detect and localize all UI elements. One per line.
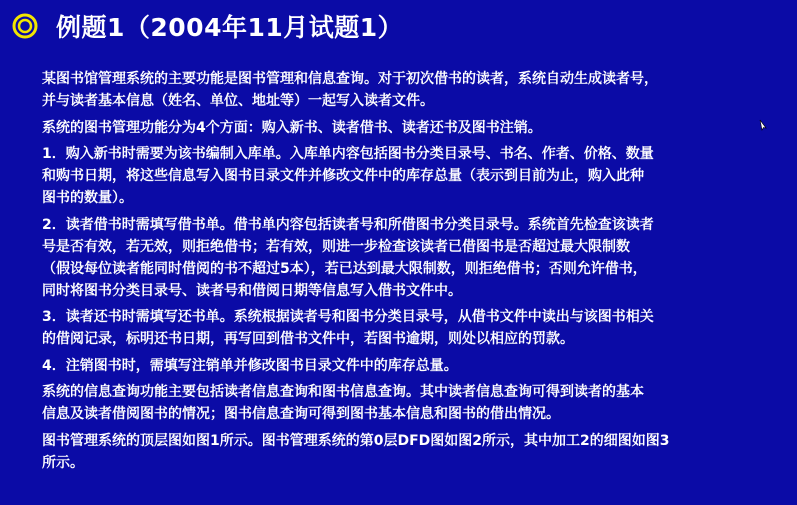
- paragraph: [42, 214, 787, 302]
- text-line: 所示。: [42, 454, 84, 471]
- text-line: 同时将图书分类目录号、读者号和借阅日期等信息写入借书文件中。: [42, 282, 462, 299]
- text-line: 图书管理系统的顶层图如图1所示。图书管理系统的第0层DFD图如图2所示，其中加工2的细图如图3: [42, 432, 670, 449]
- paragraph: [42, 68, 787, 112]
- mouse-pointer-icon: [758, 116, 768, 128]
- text-line: 某图书馆管理系统的主要功能是图书管理和信息查询。对于初次借书的读者，系统自动生成读者号，: [42, 71, 658, 87]
- text-line: 3．读者还书时需填写还书单。系统根据读者号和图书分类目录号，从借书文件中读出与该图书相关: [42, 309, 654, 325]
- page-title: 例题1（2004年11月试题1）: [56, 13, 404, 42]
- text-line: 2．读者借书时需填写借书单。借书单内容包括读者号和所借图书分类目录号。系统首先检查该读者: [42, 216, 654, 233]
- text-line: 图书的数量）。: [42, 190, 133, 206]
- text-line: 系统的图书管理功能分为4个方面：购入新书、读者借书、读者还书及图书注销。: [42, 119, 542, 136]
- paragraph: [42, 117, 787, 139]
- text-line: 号是否有效，若无效，则拒绝借书；若有效，则进一步检查该读者已借图书是否超过最大限制数: [42, 238, 630, 255]
- text-line: 的借阅记录，标明还书日期，再写回到借书文件中，若图书逾期，则处以相应的罚款。: [42, 331, 574, 347]
- text-line: （假设每位读者能同时借阅的书不超过5本），若已达到最大限制数，则拒绝借书；否则允许借书，: [42, 260, 647, 277]
- paragraph: [42, 306, 787, 350]
- paragraph: [42, 355, 787, 377]
- text-line: 并与读者基本信息（姓名、单位、地址等）一起写入读者文件。: [42, 93, 434, 109]
- paragraph: [42, 430, 787, 474]
- double-circle-bullet-icon: [12, 13, 38, 39]
- text-line: 4．注销图书时，需填写注销单并修改图书目录文件中的库存总量。: [42, 357, 458, 374]
- text-line: 信息及读者借阅图书的情况；图书信息查询可得到图书基本信息和图书的借出情况。: [42, 406, 560, 422]
- problem-text: [42, 68, 787, 478]
- text-line: 和购书日期，将这些信息写入图书目录文件并修改文件中的库存总量（表示到目前为止，购入此种: [42, 168, 644, 184]
- text-line: 系统的信息查询功能主要包括读者信息查询和图书信息查询。其中读者信息查询可得到读者的基本: [42, 384, 644, 400]
- paragraph: [42, 381, 787, 425]
- text-line: 1．购入新书时需要为该书编制入库单。入库单内容包括图书分类目录号、书名、作者、价格、数量: [42, 146, 654, 162]
- title-row: [12, 6, 403, 46]
- paragraph: [42, 143, 787, 209]
